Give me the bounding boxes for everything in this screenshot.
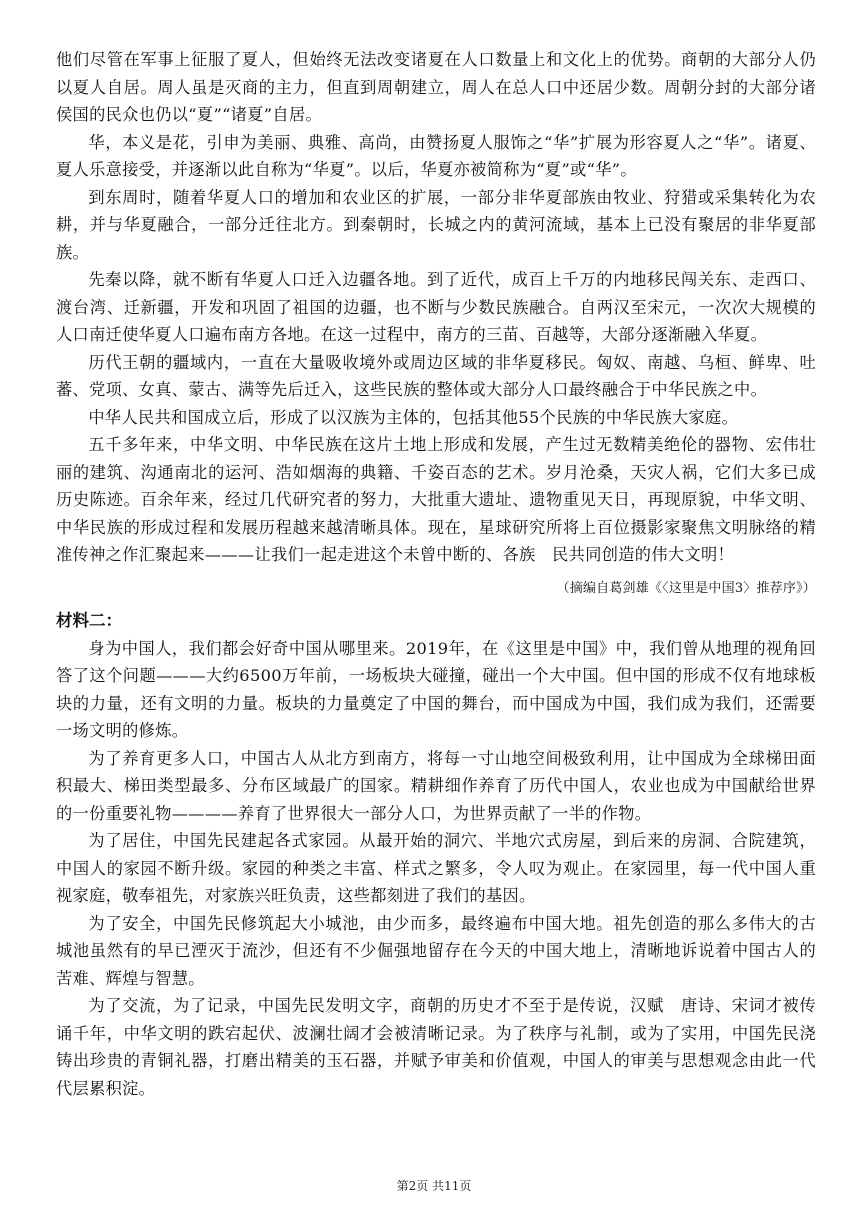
page-number-footer: 第2页 共11页 (396, 1179, 472, 1193)
material-one-paragraph-1: 他们尽管在军事上征服了夏人，但始终无法改变诸夏在人口数量上和文化上的优势。商朝的大部分人仍以夏人自居。周人虽是灭商的主力，但直到周朝建立，周人在总人口中还居少数。周朝分封的大部分诸侯国的民众也仍以“夏”“诸夏”自居。 (56, 50, 816, 124)
page-content (56, 46, 816, 1102)
material-one-paragraph-2: 华，本义是花，引申为美丽、典雅、高尚，由赞扬夏人服饰之“华”扩展为形容夏人之“华”。诸夏、夏人乐意接受，并逐渐以此自称为“华夏”。以后，华夏亦被简称为“夏”或“华”。 (56, 132, 816, 179)
material-one-paragraph-6: 中华人民共和国成立后，形成了以汉族为主体的，包括其他55个民族的中华民族大家庭。 (88, 407, 739, 427)
material-one-source: （摘编自葛剑雄《〈这里是中国3〉推荐序》） (556, 580, 816, 596)
material-two-paragraph-2: 为了养育更多人口，中国古人从北方到南方，将每一寸山地空间极致利用，让中国成为全球梯田面积最大、梯田类型最多、分布区域最广的国家。精耕细作养育了历代中国人，农业也成为中国献给世界的一份重要礼物————养育了世界很大一部分人口，为世界贡献了一半的作物。 (56, 748, 816, 823)
material-one-paragraph-3: 到东周时，随着华夏人口的增加和农业区的扩展，一部分非华夏部族由牧业、狩猎或采集转化为农耕，并与华夏融合，一部分迁往北方。到秦朝时，长城之内的黄河流域，基本上已没有聚居的非华夏部族。 (56, 187, 816, 262)
material-one-paragraph-7: 五千多年来，中华文明、中华民族在这片土地上形成和发展，产生过无数精美绝伦的器物、宏伟壮丽的建筑、沟通南北的运河、浩如烟海的典籍、千姿百态的艺术。岁月沧桑，天灾人祸，它们大多已成历史陈迹。百余年来，经过几代研究者的努力，大批重大遗址、遗物重见天日，再现原貌，中华文明、中华民族的形成过程和发展历程越来越清晰具体。现在，星球研究所将上百位摄影家聚焦文明脉络的精准传神之作汇聚起来———让我们一起走进这个未曾中断的、各族 民共同创造的伟大文明！ (56, 435, 816, 564)
material-two-paragraph-1: 身为中国人，我们都会好奇中国从哪里来。2019年，在《这里是中国》中，我们曾从地理的视角回答了这个问题———大约6500万年前，一场板块大碰撞，碰出一个大中国。但中国的形成不仅有地球板块的力量，还有文明的力量。板块的力量奠定了中国的舞台，而中国成为中国，我们成为我们，还需要一场文明的修炼。 (56, 638, 816, 740)
material-one-paragraph-5: 历代王朝的疆域内，一直在大量吸收境外或周边区域的非华夏移民。匈奴、南越、乌桓、鲜卑、吐蕃、党项、女真、蒙古、满等先后迁入，这些民族的整体或大部分人口最终融合于中华民族之中。 (56, 352, 816, 399)
material-two-paragraph-3: 为了居住，中国先民建起各式家园。从最开始的洞穴、半地穴式房屋，到后来的房洞、合院建筑，中国人的家园不断升级。家园的种类之丰富、样式之繁多，令人叹为观止。在家园里，每一代中国人重视家庭，敬奉祖先，对家族兴旺负责，这些都刻进了我们的基因。 (56, 831, 816, 905)
material-two-label: 材料二： (56, 610, 122, 630)
material-two-paragraph-5: 为了交流，为了记录，中国先民发明文字，商朝的历史才不至于是传说，汉赋 唐诗、宋词才被传诵千年，中华文明的跌宕起伏、波澜壮阔才会被清晰记录。为了秩序与礼制，或为了实用，中国先民浇铸出珍贵的青铜礼器，打磨出精美的玉石器，并赋予审美和价值观，中国人的审美与思想观念由此一代代层累积淀。 (56, 996, 816, 1098)
material-two-paragraph-4: 为了安全，中国先民修筑起大小城池，由少而多，最终遍布中国大地。祖先创造的那么多伟大的古城池虽然有的早已湮灭于流沙，但还有不少倔强地留存在今天的中国大地上，清晰地诉说着中国古人的苦难、辉煌与智慧。 (56, 913, 816, 988)
material-one-paragraph-4: 先秦以降，就不断有华夏人口迁入边疆各地。到了近代，成百上千万的内地移民闯关东、走西口、渡台湾、迁新疆，开发和巩固了祖国的边疆，也不断与少数民族融合。自两汉至宋元，一次次大规模的人口南迁使华夏人口遍布南方各地。在这一过程中，南方的三苗、百越等，大部分逐渐融入华夏。 (56, 270, 816, 344)
